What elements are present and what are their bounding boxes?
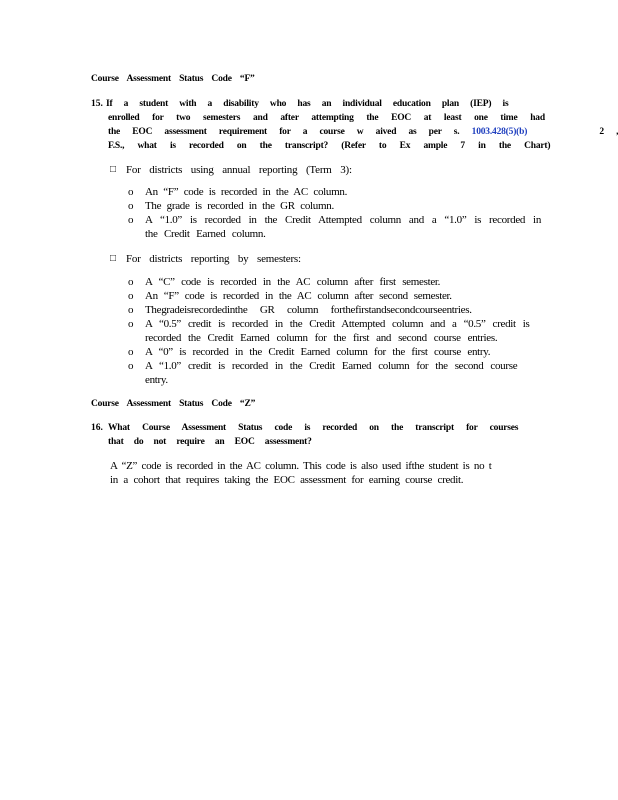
semester-item-3: Thegradeisrecordedinthe GR column forthefirstandsecondcourseentries. (145, 304, 472, 316)
sub-bullet-icon: o (128, 304, 134, 316)
annual-item-3: A “1.0” is recorded in the Credit Attempted column and a “1.0” is recorded in (145, 214, 542, 226)
question-15-line-2: enrolled for two semesters and after attempting the EOC at least one time had (108, 113, 545, 123)
question-number-16: 16. (91, 423, 103, 433)
section-heading-f: Course Assessment Status Code “F” (91, 74, 255, 84)
question-16-line-1: What Course Assessment Status code is recorded on the transcript for courses (108, 423, 519, 433)
sub-bullet-icon: o (128, 346, 134, 358)
semester-item-4-cont: recorded the Credit Earned column for the first and second course entries. (145, 332, 498, 344)
sub-bullet-icon: o (128, 186, 134, 198)
answer-16-line-2: in a cohort that requires taking the EOC assessment for earning course credit. (110, 474, 464, 486)
question-15-line-3-text: the EOC assessment requirement for a course w aived as per s. (108, 127, 460, 137)
semester-item-4: A “0.5” credit is recorded in the Credit Attempted column and a “0.5” credit is (145, 318, 530, 330)
sub-bullet-icon: o (128, 214, 134, 226)
section-heading-z: Course Assessment Status Code “Z” (91, 399, 256, 409)
bullet-square-icon: □ (110, 253, 117, 264)
sub-bullet-icon: o (128, 200, 134, 212)
semester-item-1: A “C” code is recorded in the AC column after first semester. (145, 276, 441, 288)
question-15-line-3 (108, 127, 618, 137)
sub-bullet-icon: o (128, 318, 134, 330)
bullet-square-icon: □ (110, 164, 117, 175)
annual-item-3-cont: the Credit Earned column. (145, 228, 266, 240)
annual-reporting-label: For districts using annual reporting (Term 3): (126, 164, 352, 176)
answer-16-line-1: A “Z” code is recorded in the AC column. This code is also used ifthe student is no t (110, 460, 492, 472)
semester-item-6-cont: entry. (145, 374, 168, 386)
semester-reporting-label: For districts reporting by semesters: (126, 253, 301, 265)
question-15-line-3-suffix: 2 , (599, 127, 618, 137)
question-15-line-4: F.S., what is recorded on the transcript? (Refer to Ex ample 7 in the Chart) (108, 141, 551, 151)
sub-bullet-icon: o (128, 360, 134, 372)
annual-item-1: An “F” code is recorded in the AC column. (145, 186, 348, 198)
semester-item-6: A “1.0” credit is recorded in the Credit Earned column for the second course (145, 360, 518, 372)
question-15-line-1: If a student with a disability who has an individual education plan (IEP) is (106, 99, 509, 109)
sub-bullet-icon: o (128, 276, 134, 288)
question-number-15: 15. (91, 99, 103, 109)
annual-item-2: The grade is recorded in the GR column. (145, 200, 334, 212)
question-16-line-2: that do not require an EOC assessment? (108, 437, 312, 447)
semester-item-5: A “0” is recorded in the Credit Earned column for the first course entry. (145, 346, 491, 358)
statute-link[interactable]: 1003.428(5)(b) (471, 127, 528, 137)
sub-bullet-icon: o (128, 290, 134, 302)
semester-item-2: An “F” code is recorded in the AC column after second semester. (145, 290, 452, 302)
